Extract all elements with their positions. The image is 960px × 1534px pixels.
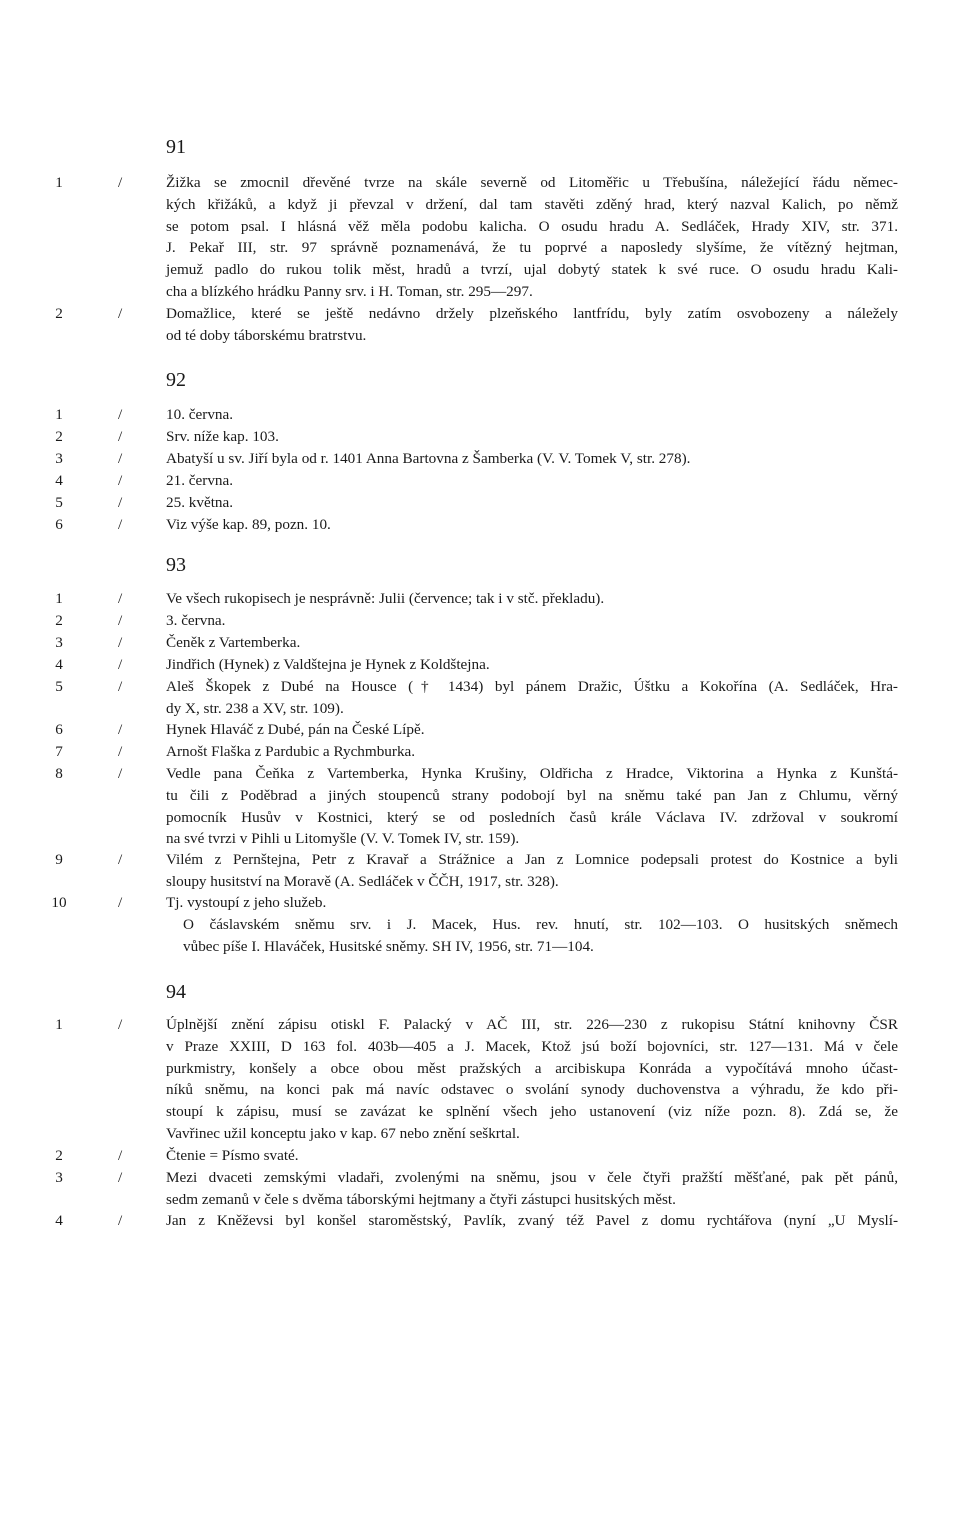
separator: / [118,305,123,322]
text-line: tu čili z Poděbrad a jiných stoupenců strany podobojí byl na sněmu také pan Jan z Chlumu, věrný [166,786,898,804]
text-line: Hynek Hlaváč z Dubé, pán na České Lípě. [166,721,425,738]
separator: / [118,894,123,911]
text-line: jemuž padlo do rukou tolik měst, hradů a tvrzí, ujal dobytý statek k své ruce. O osudu hradu Kali- [166,261,898,279]
footnote-number: 2 [55,1147,63,1164]
separator: / [118,612,123,629]
footnote-text [166,172,898,303]
separator: / [118,494,123,511]
text-line: 3. června. [166,612,226,629]
text-line: dy X, str. 238 a XV, str. 109). [166,699,344,717]
separator: / [118,406,123,423]
separator: / [118,1212,123,1229]
text-line: 10. června. [166,406,234,423]
text-line: Vilém z Pernštejna, Petr z Kravař a Strážnice a Jan z Lomnice podepsali protest do Kostnice a byli [166,851,898,868]
footnote-number: 3 [55,450,63,467]
footnote-number: 5 [55,678,63,695]
text-line: pomocník Husův v Kostnici, který se od posledních časů krále Václava IV. zdržoval v soukromí [166,808,898,826]
text-line: stoupí k zápisu, musí se zavázat ke splnění všech jeho ustanovení (viz níže pozn. 8). Zdá se, že [166,1103,898,1121]
text-line: J. Pekař III, str. 97 správně poznamenává, že tu poprvé a naposledy slyšíme, že vítězný hejtman, [166,239,898,257]
separator: / [118,743,123,760]
text-line: na své tvrzi v Pihli u Litomyšle (V. V. Tomek IV, str. 159). [166,830,520,848]
text-line: Úplnější znění zápisu otiskl F. Palacký v AČ III, str. 226—230 z rukopisu Státní knihovny ČSR [166,1016,898,1033]
footnote-number: 1 [55,406,63,423]
footnote-number: 2 [55,428,63,445]
text-line: kých křižáků, a když ji převzal v držení, dal tam stavěti zděný hrad, který nazval Kalich, po němž [166,195,898,213]
text-line: Domažlice, které se ještě nedávno držely plzeňského lantfrídu, byly zatím osvobozeny a náležely [166,305,898,322]
footnote-number: 1 [55,590,63,607]
separator: / [118,450,123,467]
footnote-number: 2 [55,305,63,322]
separator: / [118,721,123,738]
separator: / [118,472,123,489]
text-line: O čáslavském sněmu srv. i J. Macek, Hus. rev. hnutí, str. 102—103. O husitských sněmech [183,915,898,933]
footnote-number: 2 [55,612,63,629]
footnote-number: 6 [55,516,63,533]
text-line: Aleš Škopek z Dubé na Housce († 1434) byl pánem Dražic, Úštku a Kokořína (A. Sedláček, Hra- [166,678,898,695]
separator: / [118,656,123,673]
separator: / [118,1147,123,1164]
text-line: Mezi dvaceti zemskými vladaři, zvolenými na sněmu, jsou v čele čtyři pražští měšťané, pak pět pánů, [166,1169,898,1186]
separator: / [118,765,123,782]
text-line: v Praze XXIII, D 163 fol. 403b—405 a J. Macek, Ktož jsú boží bojovníci, str. 127—131. Má v čele [166,1037,898,1055]
text-line: cha a blízkého hrádku Panny srv. i H. Toman, str. 295—297. [166,282,533,300]
text-line: Žižka se zmocnil dřevěné tvrze na skále severně od Litoměřic u Třebušína, náležející řádu němec- [166,174,898,191]
text-line: níků sněmu, na konci pak má navíc odstavec o svolání synody duchovenstva a výhradu, že kdo při- [166,1081,898,1099]
footnote-text [166,303,898,347]
footnote-number: 4 [55,656,63,673]
separator: / [118,516,123,533]
footnote-number: 9 [55,851,63,868]
text-line: Čtenie = Písmo svaté. [166,1147,299,1164]
text-line: Srv. níže kap. 103. [166,428,279,445]
separator: / [118,590,123,607]
separator: / [118,851,123,868]
text-line: Ve všech rukopisech je nesprávně: Julii (července; tak i v stč. překladu). [166,590,605,607]
footnote-number: 4 [55,472,63,489]
text-line: purkmistry, konšely a obce obou měst pražských a arcibiskupa Konráda a vypočítává mnoho účast- [166,1059,898,1077]
separator: / [118,174,123,191]
section-heading: 92 [166,369,186,391]
separator: / [118,678,123,695]
text-line: vůbec píše I. Hlaváček, Husitské sněmy. SH IV, 1956, str. 71—104. [183,937,594,955]
text-line: Tj. vystoupí z jeho služeb. [166,894,327,911]
section-heading: 91 [166,136,186,158]
text-line: Viz výše kap. 89, pozn. 10. [166,516,331,533]
separator: / [118,1016,123,1033]
text-line: Čeněk z Vartemberka. [166,634,301,651]
text-line: Vavřinec užil konceptu jako v kap. 67 nebo znění seškrtal. [166,1124,520,1142]
footnote-number: 1 [55,174,63,191]
separator: / [118,428,123,445]
section-heading: 94 [166,981,186,1003]
text-line: 25. května. [166,494,234,511]
footnote-number: 7 [55,743,63,760]
footnote-number: 8 [55,765,63,782]
text-line: sloupy husitství na Moravě (A. Sedláček v ČČH, 1917, str. 328). [166,872,559,890]
text-line: Jan z Kněževsi byl konšel staroměstský, Pavlík, zvaný též Pavel z domu rychtářova (nyní „U Myslí- [166,1212,898,1229]
footnote-number: 6 [55,721,63,738]
text-line: Arnošt Flaška z Pardubic a Rychmburka. [166,743,416,760]
section-heading: 93 [166,554,186,576]
text-line: Abatyší u sv. Jiří byla od r. 1401 Anna Bartovna z Šamberka (V. V. Tomek V, str. 278). [166,450,691,467]
footnote-number: 1 [55,1016,63,1033]
footnote-number: 5 [55,494,63,511]
footnote-number: 3 [55,1169,63,1186]
footnote-number: 10 [51,894,67,911]
text-line: sedm zemanů v čele s dvěma táborskými hejtmany a čtyři zástupci husitských měst. [166,1190,676,1208]
footnote-number: 4 [55,1212,63,1229]
separator: / [118,1169,123,1186]
text-line: Jindřich (Hynek) z Valdštejna je Hynek z Koldštejna. [166,656,490,673]
text-line: Vedle pana Čeňka z Vartemberka, Hynka Krušiny, Oldřicha z Hradce, Viktorina a Hynka z Kunštá- [166,765,898,782]
footnote-number: 3 [55,634,63,651]
text-line: 21. června. [166,472,234,489]
text-line: od té doby táborskému bratrstvu. [166,326,367,344]
separator: / [118,634,123,651]
text-line: se potom psal. I hlásná věž měla podobu kalicha. O osudu hradu A. Sedláček, Hrady XIV, str. 371. [166,217,898,235]
